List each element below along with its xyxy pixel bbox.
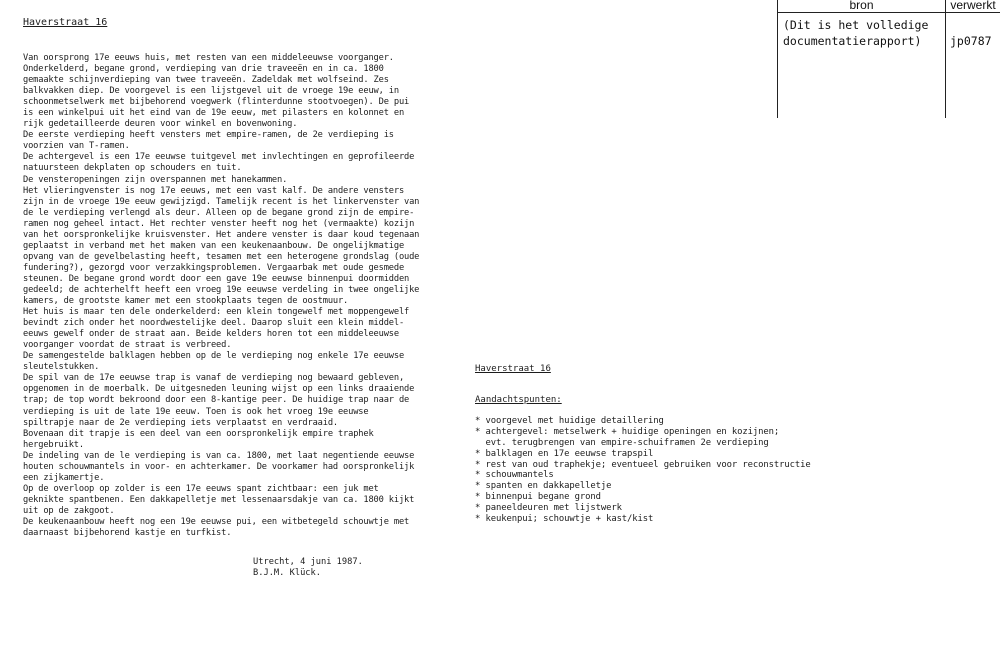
body-line: een zijkamertje. xyxy=(23,472,105,483)
body-line: opvang van de gevelbelasting heeft, tesamen met een heterogene grondslag (oude xyxy=(23,251,420,262)
bron-header: bron xyxy=(849,0,874,12)
attention-point: evt. terugbrengen van empire-schuiframen 2e verdieping xyxy=(475,437,769,448)
body-line: is een winkelpui uit het eind van de 19e eeuw, met pilasters en kolonnet en xyxy=(23,108,405,119)
attention-point: * paneeldeuren met lijstwerk xyxy=(475,503,622,514)
body-line: De achtergevel is een 17e eeuwse tuitgevel met invlechtingen en geprofileerde xyxy=(23,152,415,163)
bron-value: (Dit is het volledige documentatierapport) xyxy=(783,18,929,48)
body-line: van het oorspronkelijke kruisvenster. Het andere venster is daar koud tegenaan xyxy=(23,229,420,240)
body-line: zijn in de vroege 19e eeuw gewijzigd. Tamelijk recent is het linkervenster van xyxy=(23,196,420,207)
attention-point: * voorgevel met huidige detaillering xyxy=(475,416,664,426)
attention-heading: Haverstraat 16 xyxy=(475,364,551,374)
body-line: de le verdieping verlengd als deur. Alleen op de begane grond zijn de empire- xyxy=(23,207,415,218)
attention-point: * spanten en dakkapelletje xyxy=(475,481,612,492)
body-line: daarnaast bijbehorend kastje en turfkist. xyxy=(23,528,232,539)
body-line: uit op de zakgoot. xyxy=(23,505,115,516)
body-line: sleutelstukken. xyxy=(23,362,100,373)
attention-point: * schouwmantels xyxy=(475,470,554,481)
body-line: De indeling van de le verdieping is van ca. 1800, met laat negentiende eeuwse xyxy=(23,450,415,461)
body-line: De samengestelde balklagen hebben op de le verdieping nog enkele 17e eeuwse xyxy=(23,351,405,362)
attention-point: * keukenpui; schouwtje + kast/kist xyxy=(475,514,654,525)
attention-point: * rest van oud traphekje; eventueel gebruiken voor reconstructie xyxy=(475,459,811,470)
body-line: opgenomen in de moerbalk. De uitgesneden leuning wijst op een links draaiende xyxy=(23,384,415,395)
metadata-header-divider xyxy=(778,12,1000,13)
attention-point: * balklagen en 17e eeuwse trapspil xyxy=(475,448,654,459)
body-line: balkvakken diep. De voorgevel is een lijstgevel uit de vroege 19e eeuw, in xyxy=(23,86,399,97)
body-line: ramen nog geheel intact. Het rechter venster heeft nog het (vermaakte) kozijn xyxy=(23,218,415,229)
body-line: hergebruikt. xyxy=(23,439,84,450)
verwerkt-value: jp0787 xyxy=(950,34,992,48)
body-line: gemaakte schijnverdieping van twee traveeën. Zadeldak met wolfseind. Zes xyxy=(23,75,389,86)
body-line: Onderkelderd, begane grond, verdieping van drie traveeën en in ca. 1800 xyxy=(23,64,384,75)
body-line: houten schouwmantels in voor- en achterkamer. De voorkamer had oorspronkelijk xyxy=(23,461,415,472)
document-heading: Haverstraat 16 xyxy=(23,17,108,28)
metadata-box xyxy=(777,0,1000,118)
signature-name: B.J.M. Klück. xyxy=(253,568,321,578)
body-line: kamers, de grootste kamer met een stookplaats tegen de oostmuur. xyxy=(23,296,349,307)
body-line: fundering?), gezorgd voor verzakkingsproblemen. Vergaarbak met oude gesmede xyxy=(23,262,405,273)
body-line: rijk gedetailleerde deuren voor winkel en bovenwoning. xyxy=(23,119,298,130)
attention-points-list xyxy=(475,416,875,525)
body-line: natuursteen dekplaten op schouders en tuit. xyxy=(23,163,242,174)
body-line: De vensteropeningen zijn overspannen met hanekammen. xyxy=(23,174,288,185)
body-line: spiltrapje naar de 2e verdieping iets verplaatst en verdraaid. xyxy=(23,417,338,428)
metadata-column-divider xyxy=(945,0,946,118)
body-line: De keukenaanbouw heeft nog een 19e eeuwse pui, een witbetegeld schouwtje met xyxy=(23,516,410,527)
body-line: eeuws gewelf onder de straat aan. Beide kelders horen tot een middeleeuwse xyxy=(23,329,399,340)
body-line: gedeeld; de achterhelft heeft een vroeg 19e eeuwse verdeling in twee ongelijke xyxy=(23,284,420,295)
body-line: schoonmetselwerk met bijbehorend voegwerk (flinterdunne stootvoegen). De pui xyxy=(23,97,410,108)
document-body xyxy=(23,53,463,539)
body-line: verdieping is uit de late 19e eeuw. Toen is ook het vroeg 19e eeuwse xyxy=(23,406,369,417)
body-line: geknikte spantbenen. Een dakkapelletje met lessenaarsdakje van ca. 1800 kijkt xyxy=(23,494,415,505)
attention-point: * achtergevel: metselwerk + huidige openingen en kozijnen; xyxy=(475,426,780,437)
signature-place-date: Utrecht, 4 juni 1987. xyxy=(253,557,363,567)
body-line: De spil van de 17e eeuwse trap is vanaf de verdieping nog bewaard gebleven, xyxy=(23,373,405,384)
attention-point: * binnenpui begane grond xyxy=(475,492,601,503)
body-line: Van oorsprong 17e eeuws huis, met resten van een middeleeuwse voorganger. xyxy=(23,53,394,63)
body-line: bevindt zich onder het noordwestelijke deel. Daarop sluit een klein middel- xyxy=(23,318,405,329)
verwerkt-header: verwerkt xyxy=(950,0,996,12)
body-line: trap; de top wordt bekroond door een 8-kantige peer. De huidige trap naar de xyxy=(23,395,410,406)
body-line: voorzien van T-ramen. xyxy=(23,141,130,152)
body-line: Op de overloop op zolder is een 17e eeuws spant zichtbaar: een juk met xyxy=(23,483,379,494)
body-line: De eerste verdieping heeft vensters met empire-ramen, de 2e verdieping is xyxy=(23,130,394,141)
attention-subheading: Aandachtspunten: xyxy=(475,395,562,405)
body-line: voorganger voordat de straat is verbreed. xyxy=(23,340,232,351)
body-line: geplaatst in verband met het maken van een keukenaanbouw. De ongelijkmatige xyxy=(23,240,405,251)
body-line: steunen. De begane grond wordt door een gave 19e eeuwse binnenpui doormidden xyxy=(23,273,410,284)
body-line: Het huis is maar ten dele onderkelderd: een klein tongewelf met moppengewelf xyxy=(23,307,410,318)
body-line: Bovenaan dit trapje is een deel van een oorspronkelijk empire traphek xyxy=(23,428,374,439)
body-line: Het vlieringvenster is nog 17e eeuws, met een vast kalf. De andere vensters xyxy=(23,185,405,196)
